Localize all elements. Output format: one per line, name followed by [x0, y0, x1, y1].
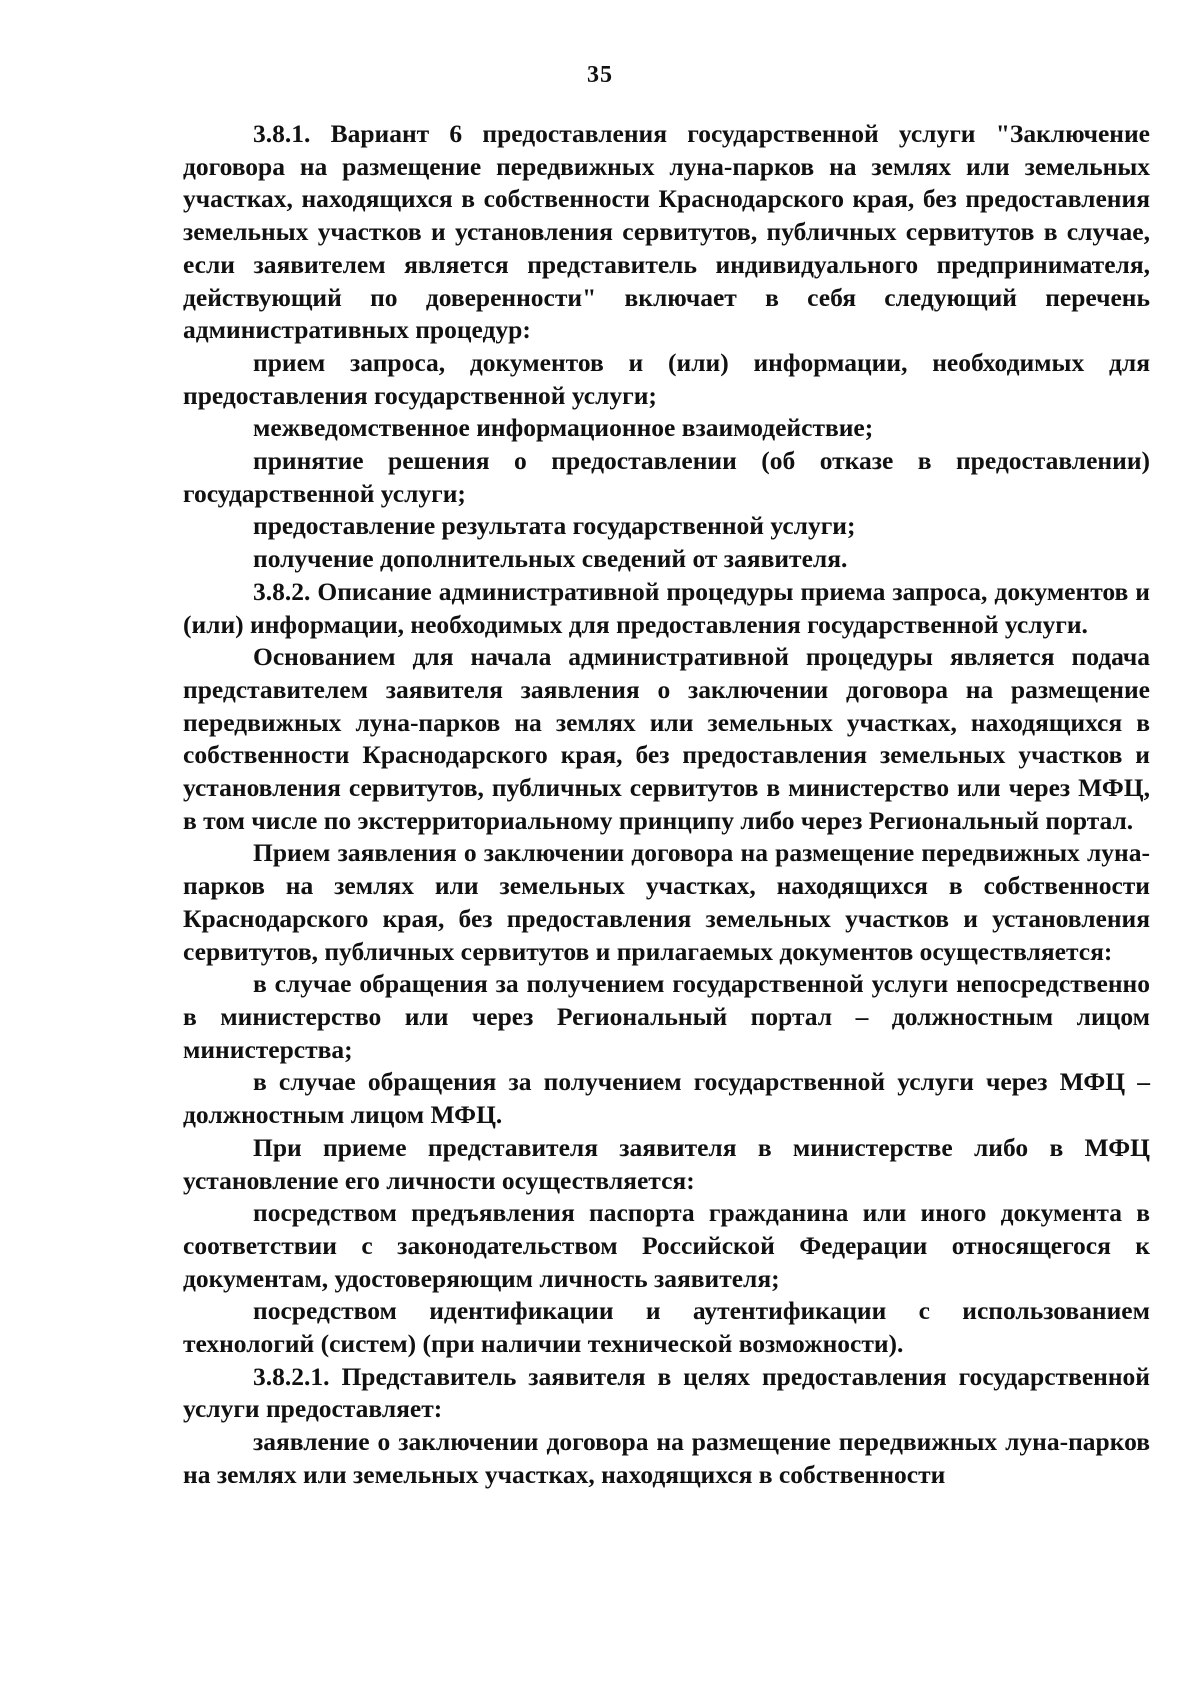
paragraph: посредством идентификации и аутентификации с использованием технологий (систем) (при наличии технической возможности).	[183, 1296, 1150, 1359]
paragraph: в случае обращения за получением государственной услуги через МФЦ – должностным лицом МФЦ.	[183, 1067, 1150, 1130]
paragraph: заявление о заключении договора на размещение передвижных луна-парков на землях или земельных участках, находящихся в собственности	[183, 1427, 1150, 1489]
paragraph: 3.8.1. Вариант 6 предоставления государственной услуги "Заключение договора на размещение передвижных луна-парков на землях или земельных участках, находящихся в собственности Краснодарского края, без предоставления земельных участков и установления сервитутов, публичных сервитутов в случае, если заявителем является представитель индивидуального предпринимателя, действующий по доверенности" включает в себя следующий перечень административных процедур:	[183, 119, 1150, 345]
paragraph: 3.8.2. Описание административной процедуры приема запроса, документов и (или) информации, необходимых для предоставления государственной услуги.	[183, 576, 1150, 639]
paragraph: посредством предъявления паспорта гражданина или иного документа в соответствии с законодательством Российской Федерации относящегося к документам, удостоверяющим личность заявителя;	[183, 1198, 1150, 1293]
paragraph: При приеме представителя заявителя в министерстве либо в МФЦ установление его личности осуществляется:	[183, 1132, 1150, 1195]
paragraph: предоставление результата государственной услуги;	[253, 511, 856, 541]
document-body	[183, 118, 1150, 1492]
page-number: 35	[587, 62, 613, 88]
paragraph: получение дополнительных сведений от заявителя.	[253, 544, 848, 574]
paragraph: межведомственное информационное взаимодействие;	[253, 413, 874, 443]
paragraph: в случае обращения за получением государственной услуги непосредственно в министерство или через Региональный портал – должностным лицом министерства;	[183, 969, 1150, 1064]
paragraph: Основанием для начала административной процедуры является подача представителем заявителя заявления о заключении договора на размещение передвижных луна-парков на землях или земельных участках, находящихся в собственности Краснодарского края, без предоставления земельных участков и установления сервитутов, публичных сервитутов в министерство или через МФЦ, в том числе по экстерриториальному принципу либо через Региональный портал.	[183, 642, 1150, 835]
paragraph: прием запроса, документов и (или) информации, необходимых для предоставления государственной услуги;	[183, 347, 1150, 410]
paragraph: Прием заявления о заключении договора на размещение передвижных луна-парков на землях или земельных участках, находящихся в собственности Краснодарского края, без предоставления земельных участков и установления сервитутов, публичных сервитутов и прилагаемых документов осуществляется:	[183, 838, 1150, 966]
paragraph: принятие решения о предоставлении (об отказе в предоставлении) государственной услуги;	[183, 446, 1150, 508]
paragraph: 3.8.2.1. Представитель заявителя в целях предоставления государственной услуги предоставляет:	[183, 1361, 1150, 1424]
